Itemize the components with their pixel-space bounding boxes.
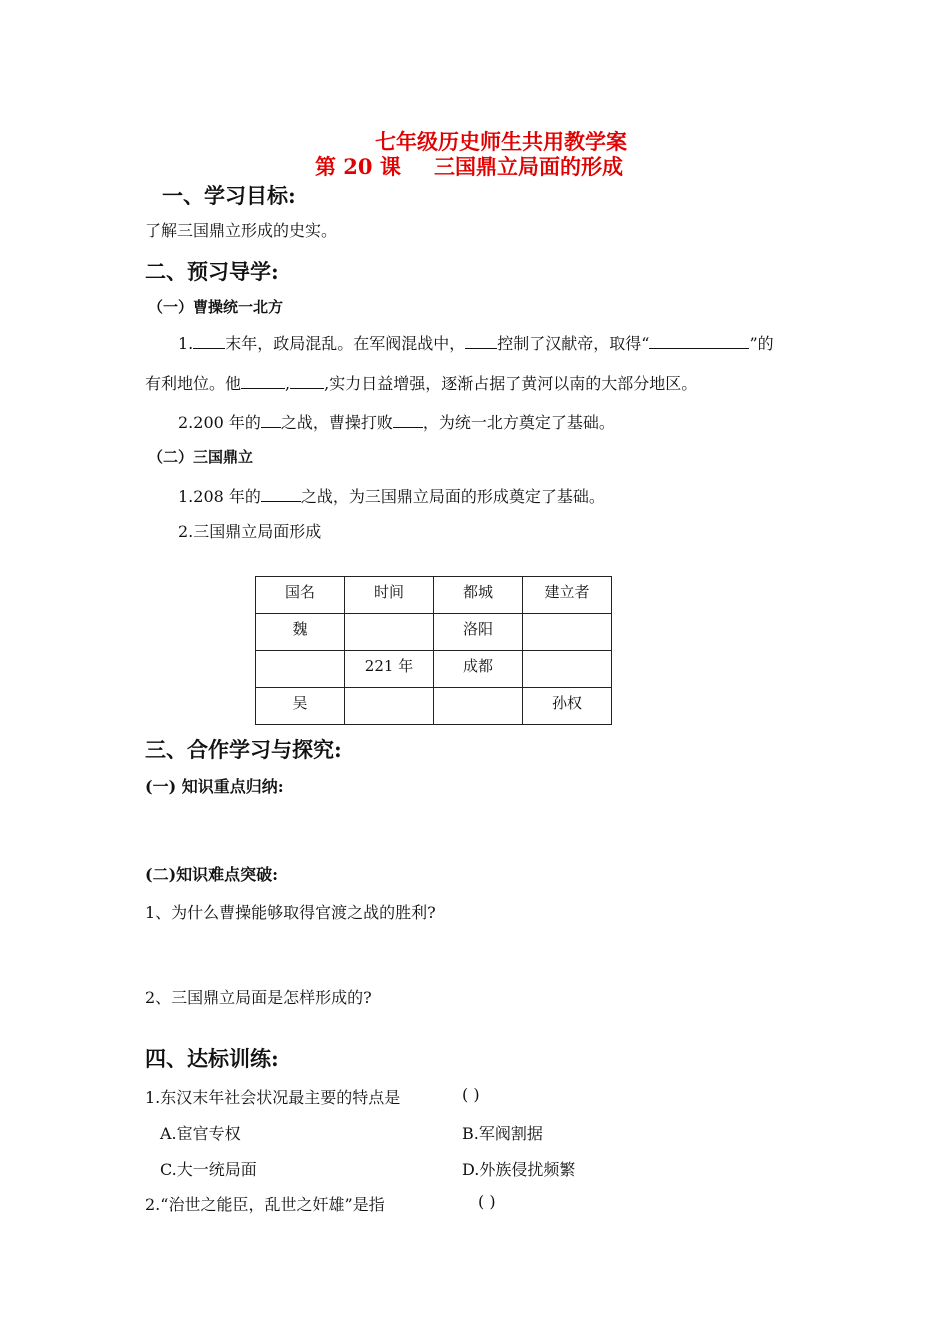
section3-sub2-heading: (二)知识难点突破: (145, 865, 279, 884)
fill-blank[interactable] (649, 334, 749, 349)
table-cell[interactable] (523, 614, 612, 651)
three-kingdoms-table (255, 576, 612, 725)
section3-question1: 1、为什么曹操能够取得官渡之战的胜利? (145, 903, 436, 922)
table-row (256, 614, 612, 651)
q-text: 控制了汉献帝，取得“ (497, 334, 650, 353)
q-text: 1.208 年的 (178, 487, 261, 506)
fill-blank[interactable] (465, 334, 497, 349)
table-header-cell: 都城 (434, 577, 523, 614)
table-header-row (256, 577, 612, 614)
fill-blank[interactable] (241, 374, 285, 389)
table-cell[interactable]: 成都 (434, 651, 523, 688)
exercise1-option-d[interactable]: D.外族侵扰频繁 (462, 1160, 576, 1179)
exercise1-stem: 1.东汉末年社会状况最主要的特点是 (145, 1088, 401, 1107)
section2-heading: 二、预习导学: (145, 259, 279, 284)
exercise1-answer-paren[interactable]: ( ) (462, 1085, 480, 1104)
table-header-cell: 建立者 (523, 577, 612, 614)
fill-blank[interactable] (261, 413, 281, 428)
q-text: 之战，曹操打败 (280, 413, 393, 432)
fill-blank[interactable] (290, 374, 324, 389)
section1-content: 了解三国鼎立形成的史实。 (145, 221, 338, 240)
section2-sub1-heading: （一）曹操统一北方 (148, 298, 284, 316)
section1-heading: 一、学习目标: (162, 183, 296, 208)
table-cell[interactable] (523, 651, 612, 688)
table-header-cell: 国名 (256, 577, 345, 614)
q-text: 1. (178, 334, 194, 353)
fill-blank[interactable] (393, 413, 423, 428)
lesson-number: 第 20 课 (315, 154, 401, 179)
table-cell[interactable]: 魏 (256, 614, 345, 651)
fill-blank[interactable] (261, 487, 301, 502)
table-cell[interactable]: 洛阳 (434, 614, 523, 651)
section3-question2: 2、三国鼎立局面是怎样形成的? (145, 988, 372, 1007)
q-text: 有利地位。他 (145, 374, 242, 393)
exercise1-option-b[interactable]: B.军阀割据 (462, 1124, 543, 1143)
q-text: , (285, 374, 291, 393)
exercise1-option-c[interactable]: C.大一统局面 (160, 1160, 257, 1179)
q-text: ,实力日益增强，逐渐占据了黄河以南的大部分地区。 (324, 374, 698, 393)
document-title: 七年级历史师生共用教学案 (375, 129, 627, 154)
q-text: 之战，为三国鼎立局面的形成奠定了基础。 (300, 487, 605, 506)
q-text: 末年，政局混乱。在军阀混战中， (225, 334, 466, 353)
sub1-question1 (178, 331, 774, 354)
q-text: ，为统一北方奠定了基础。 (422, 413, 615, 432)
sub1-question1-line2 (145, 371, 697, 394)
sub1-question2 (178, 410, 615, 433)
table-row (256, 651, 612, 688)
section3-sub1-heading: (一) 知识重点归纳: (145, 777, 284, 796)
table-cell[interactable]: 221 年 (345, 651, 434, 688)
table-header-cell: 时间 (345, 577, 434, 614)
exercise1-option-a[interactable]: A.宦官专权 (160, 1124, 241, 1143)
sub2-question1 (178, 484, 605, 507)
table-cell[interactable] (345, 688, 434, 725)
section3-heading: 三、合作学习与探究: (145, 737, 342, 762)
fill-blank[interactable] (193, 334, 225, 349)
table-cell[interactable] (256, 651, 345, 688)
q-text: ”的 (749, 334, 774, 353)
exercise2-answer-paren[interactable]: ( ) (478, 1192, 496, 1211)
q-text: 2.200 年的 (178, 413, 261, 432)
exercise2-stem: 2.“治世之能臣，乱世之奸雄”是指 (145, 1195, 385, 1214)
table-cell[interactable] (345, 614, 434, 651)
table-cell[interactable] (434, 688, 523, 725)
table-cell[interactable]: 吴 (256, 688, 345, 725)
table-cell[interactable]: 孙权 (523, 688, 612, 725)
sub2-question2: 2.三国鼎立局面形成 (178, 522, 322, 541)
table-row (256, 688, 612, 725)
lesson-name: 三国鼎立局面的形成 (434, 154, 623, 179)
section2-sub2-heading: （二）三国鼎立 (148, 448, 254, 466)
section4-heading: 四、达标训练: (145, 1046, 279, 1071)
